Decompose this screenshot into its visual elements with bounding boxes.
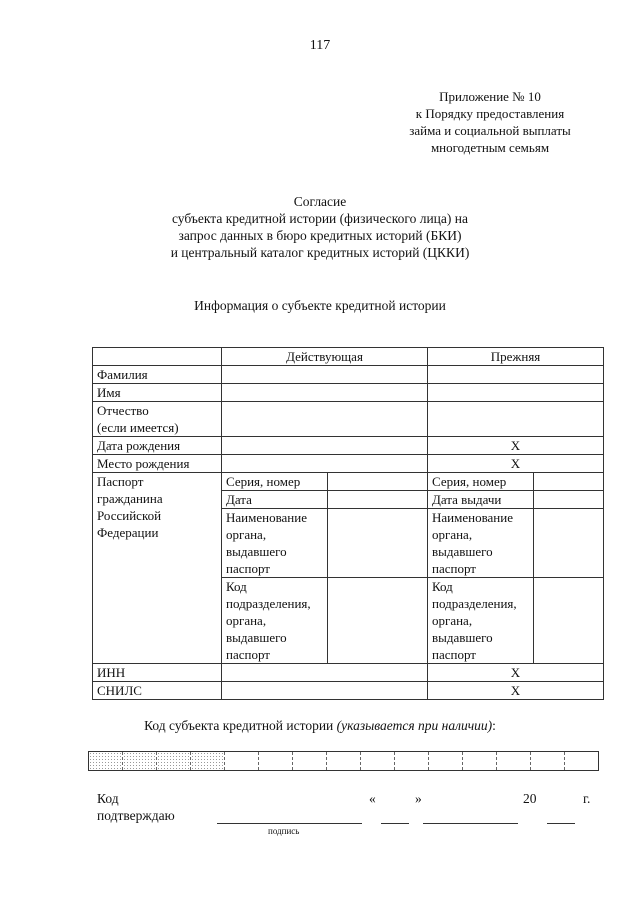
x-mark: Х: [428, 437, 604, 455]
patronymic-current-field[interactable]: [222, 402, 428, 437]
consent-title: [0, 193, 640, 261]
info-heading: Информация о субъекте кредитной истории: [194, 298, 446, 313]
code-title-note: (указывается при наличии): [336, 718, 493, 733]
table-row: [93, 437, 604, 455]
table-row: [93, 384, 604, 402]
name-previous-field[interactable]: [428, 384, 604, 402]
birth-date-field[interactable]: [222, 437, 428, 455]
year-suffix: г.: [583, 791, 591, 806]
consent-line: Согласие: [293, 194, 347, 209]
appendix-line: многодетным семьям: [430, 140, 550, 155]
signature-caption: подпись: [268, 826, 300, 836]
x-mark: Х: [428, 455, 604, 473]
series-number-label: Серия, номер: [428, 473, 534, 491]
day-line[interactable]: [381, 823, 409, 824]
row-label-inn: ИНН: [93, 664, 222, 682]
x-mark: Х: [428, 664, 604, 682]
header-current: Действующая: [222, 348, 428, 366]
subject-code-boxes: [88, 751, 599, 771]
confirm-label-line1: Код: [97, 791, 119, 806]
table-row: [93, 402, 604, 437]
code-box[interactable]: [327, 752, 361, 770]
code-box-shaded: [123, 752, 157, 770]
appendix-line: Приложение № 10: [439, 89, 541, 104]
row-label-patronymic: Отчество (если имеется): [93, 402, 222, 437]
appendix-line: займа и социальной выплаты: [409, 123, 571, 138]
confirm-label-line2: подтверждаю: [97, 808, 175, 823]
code-box[interactable]: [225, 752, 259, 770]
name-current-field[interactable]: [222, 384, 428, 402]
division-code-current-field[interactable]: [328, 578, 428, 664]
table-header-row: [93, 348, 604, 366]
authority-label: Наименование органа, выдавшего паспорт: [222, 509, 328, 578]
row-label-snils: СНИЛС: [93, 682, 222, 700]
division-code-label: Код подразделения, органа, выдавшего паспорт: [222, 578, 328, 664]
surname-current-field[interactable]: [222, 366, 428, 384]
table-row: [93, 473, 604, 491]
consent-line: субъекта кредитной истории (физического лица) на: [171, 211, 468, 226]
code-box-shaded: [157, 752, 191, 770]
issue-date-previous-field[interactable]: [534, 491, 604, 509]
division-code-label: Код подразделения, органа, выдавшего паспорт: [428, 578, 534, 664]
month-line[interactable]: [423, 823, 518, 824]
inn-field[interactable]: [222, 664, 428, 682]
code-box-shaded: [191, 752, 225, 770]
series-number-previous-field[interactable]: [534, 473, 604, 491]
birth-place-field[interactable]: [222, 455, 428, 473]
code-box[interactable]: [429, 752, 463, 770]
signature-line[interactable]: [217, 823, 362, 824]
code-box[interactable]: [395, 752, 429, 770]
snils-field[interactable]: [222, 682, 428, 700]
appendix-header: [370, 88, 610, 156]
issue-date-label: Дата: [222, 491, 328, 509]
quote-open: «: [369, 791, 376, 806]
code-box[interactable]: [531, 752, 565, 770]
series-number-current-field[interactable]: [328, 473, 428, 491]
row-label-passport: Паспорт гражданина Российской Федерации: [93, 473, 222, 664]
code-box-shaded: [89, 752, 123, 770]
code-box[interactable]: [497, 752, 531, 770]
consent-line: и центральный каталог кредитных историй (ЦККИ): [170, 245, 470, 260]
code-box[interactable]: [565, 752, 598, 770]
series-number-label: Серия, номер: [222, 473, 328, 491]
quote-close: »: [415, 791, 422, 806]
authority-current-field[interactable]: [328, 509, 428, 578]
consent-line: запрос данных в бюро кредитных историй (БКИ): [178, 228, 462, 243]
row-label-birth-date: Дата рождения: [93, 437, 222, 455]
year-line[interactable]: [547, 823, 575, 824]
page-number: 117: [309, 38, 331, 53]
patronymic-previous-field[interactable]: [428, 402, 604, 437]
header-previous: Прежняя: [428, 348, 604, 366]
table-row: [93, 366, 604, 384]
appendix-line: к Порядку предоставления: [415, 106, 565, 121]
code-box[interactable]: [361, 752, 395, 770]
table-row: [93, 455, 604, 473]
year-prefix: 20: [523, 791, 537, 806]
division-code-previous-field[interactable]: [534, 578, 604, 664]
issue-date-label: Дата выдачи: [428, 491, 534, 509]
authority-label: Наименование органа, выдавшего паспорт: [428, 509, 534, 578]
table-header-empty: [93, 348, 222, 366]
x-mark: Х: [428, 682, 604, 700]
table-row: [93, 682, 604, 700]
code-box[interactable]: [293, 752, 327, 770]
subject-info-table: [92, 347, 604, 700]
surname-previous-field[interactable]: [428, 366, 604, 384]
row-label-name: Имя: [93, 384, 222, 402]
table-row: [93, 664, 604, 682]
code-box[interactable]: [259, 752, 293, 770]
code-title-main: Код субъекта кредитной истории: [144, 718, 337, 733]
code-title-colon: :: [492, 718, 496, 733]
issue-date-current-field[interactable]: [328, 491, 428, 509]
authority-previous-field[interactable]: [534, 509, 604, 578]
code-title: [0, 718, 640, 734]
row-label-birth-place: Место рождения: [93, 455, 222, 473]
row-label-surname: Фамилия: [93, 366, 222, 384]
code-box[interactable]: [463, 752, 497, 770]
